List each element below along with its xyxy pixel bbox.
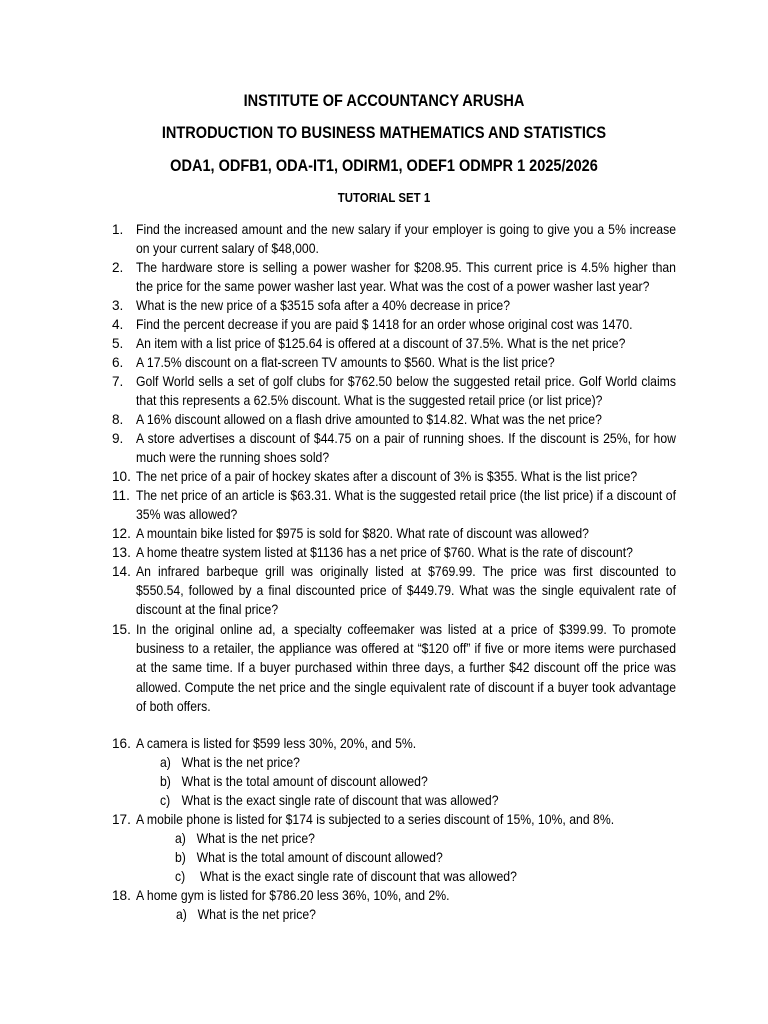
sub-question-text: What is the total amount of discount allowed? <box>196 850 443 865</box>
sub-question <box>175 867 517 886</box>
question-item <box>112 429 677 467</box>
question-text: A mountain bike listed for $975 is sold for $820. What rate of discount was allowed? <box>136 526 589 541</box>
course-title: INTRODUCTION TO BUSINESS MATHEMATICS AND STATISTICS <box>161 124 607 142</box>
question-item <box>112 620 677 716</box>
question-text: In the original online ad, a specialty coffeemaker was listed at a price of $399.99. To promote business to a retailer, the appliance was offered at “$120 off” if five or more items were purchased at the same time. If a buyer purchased within three days, a further $42 discount off the price was allowed. Compute the net price and the single equivalent rate of discount if a buyer took advantage of both offers. <box>136 622 676 714</box>
question-text: The net price of an article is $63.31. What is the suggested retail price (the list price) if a discount of 35% was allowed? <box>136 488 676 523</box>
question-number: 8. <box>112 412 124 427</box>
sub-question-letter: a) <box>160 755 171 770</box>
question-text: Golf World sells a set of golf clubs for $762.50 below the suggested retail price. Golf World claims that this represents a 62.5% discount. What is the suggested retail price (or list price)? <box>136 374 676 409</box>
question-item <box>112 296 677 315</box>
question-item <box>112 410 677 429</box>
sub-question-text: What is the net price? <box>197 907 316 922</box>
question-item <box>112 258 677 296</box>
sub-question-text: What is the net price? <box>181 755 300 770</box>
sub-question-letter: c) <box>160 793 171 808</box>
question-text: A store advertises a discount of $44.75 on a pair of running shoes. If the discount is 25%, for how much were the running shoes sold? <box>136 431 676 466</box>
question-text: What is the new price of a $3515 sofa after a 40% decrease in price? <box>136 298 511 313</box>
institute-title: INSTITUTE OF ACCOUNTANCY ARUSHA <box>243 92 525 110</box>
question-item <box>112 467 677 486</box>
sub-question <box>160 753 300 772</box>
question-number: 6. <box>112 355 124 370</box>
sub-question <box>176 905 316 924</box>
question-item <box>112 886 677 905</box>
sub-question-text: What is the net price? <box>196 831 315 846</box>
sub-question-letter: a) <box>176 907 187 922</box>
question-item <box>112 486 677 524</box>
sub-question-letter: a) <box>175 831 186 846</box>
question-number: 16. <box>112 736 131 751</box>
question-text: A mobile phone is listed for $174 is subjected to a series discount of 15%, 10%, and 8%. <box>136 812 615 827</box>
question-item <box>112 353 677 372</box>
sub-question-letter: c) <box>175 869 186 884</box>
question-text: Find the percent decrease if you are paid $ 1418 for an order whose original cost was 1470. <box>136 317 633 332</box>
question-number: 17. <box>112 812 131 827</box>
sub-question <box>160 791 499 810</box>
question-number: 15. <box>112 622 131 637</box>
question-item <box>112 524 677 543</box>
question-item <box>112 315 677 334</box>
sub-question-text: What is the exact single rate of discount that was allowed? <box>196 869 517 884</box>
question-item <box>112 734 677 753</box>
question-item <box>112 334 677 353</box>
question-text: An item with a list price of $125.64 is offered at a discount of 37.5%. What is the net price? <box>136 336 626 351</box>
question-text: An infrared barbeque grill was originally listed at $769.99. The price was first discounted to $550.54, followed by a final discounted price of $449.79. What was the single equivalent rate of discount at the final price? <box>136 564 676 618</box>
question-item <box>112 810 677 829</box>
sub-question-letter: b) <box>160 774 171 789</box>
sub-question-text: What is the exact single rate of discount that was allowed? <box>181 793 499 808</box>
question-text: A 16% discount allowed on a flash drive amounted to $14.82. What was the net price? <box>136 412 602 427</box>
question-text: A camera is listed for $599 less 30%, 20%, and 5%. <box>136 736 417 751</box>
sub-question-letter: b) <box>175 850 186 865</box>
sub-question <box>175 829 315 848</box>
question-item <box>112 543 677 562</box>
question-text: Find the increased amount and the new salary if your employer is going to give you a 5% increase on your current salary of $48,000. <box>136 222 676 257</box>
question-text: The hardware store is selling a power washer for $208.95. This current price is 4.5% higher than the price for the same power washer last year. What was the cost of a power washer last year? <box>136 260 676 295</box>
sub-question <box>160 772 428 791</box>
programme-codes: ODA1, ODFB1, ODA-IT1, ODIRM1, ODEF1 ODMPR 1 2025/2026 <box>170 157 598 175</box>
question-number: 11. <box>112 488 130 503</box>
question-number: 18. <box>112 888 131 903</box>
question-number: 4. <box>112 317 124 332</box>
question-number: 12. <box>112 526 131 541</box>
question-item <box>112 562 677 620</box>
question-number: 7. <box>112 374 124 389</box>
question-number: 13. <box>112 545 131 560</box>
question-number: 1. <box>112 222 124 237</box>
sub-question-text: What is the total amount of discount allowed? <box>181 774 428 789</box>
question-text: A home theatre system listed at $1136 has a net price of $760. What is the rate of discount? <box>136 545 633 560</box>
sub-question <box>175 848 443 867</box>
question-item <box>112 220 677 258</box>
question-text: A 17.5% discount on a flat-screen TV amounts to $560. What is the list price? <box>136 355 555 370</box>
question-text: The net price of a pair of hockey skates after a discount of 3% is $355. What is the list price? <box>136 469 638 484</box>
question-number: 10. <box>112 469 131 484</box>
question-text: A home gym is listed for $786.20 less 36%, 10%, and 2%. <box>136 888 450 903</box>
question-item <box>112 372 677 410</box>
question-number: 2. <box>112 260 124 275</box>
question-number: 5. <box>112 336 124 351</box>
question-number: 14. <box>112 564 131 579</box>
tutorial-set-title: TUTORIAL SET 1 <box>337 190 431 205</box>
question-number: 9. <box>112 431 124 446</box>
question-number: 3. <box>112 298 124 313</box>
